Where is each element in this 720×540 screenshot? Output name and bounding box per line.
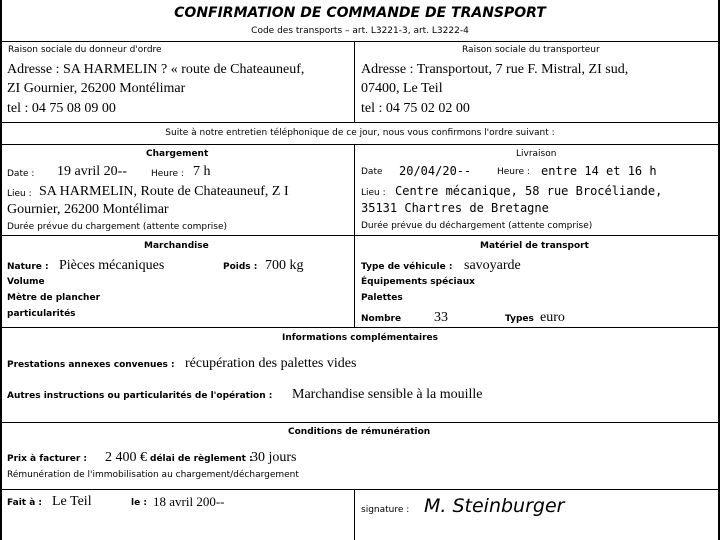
delivery-place-value: Centre mécanique, 58 rue Brocéliande, (395, 184, 663, 198)
goods-weight-label: Poids : (223, 262, 258, 272)
border-left (0, 0, 2, 540)
rule-5 (0, 327, 720, 328)
delivery-date-value: 20/04/20-- (399, 164, 472, 178)
delivery-place-value-2: 35131 Chartres de Bretagne (361, 201, 549, 215)
loading-date-value: 19 avril 20-- (57, 164, 127, 179)
carrier-tel: tel : 04 75 02 02 00 (361, 101, 470, 116)
services-value: récupération des palettes vides (185, 356, 357, 371)
loading-time-label: Heure : (151, 169, 184, 179)
goods-special-label: particularités (7, 309, 76, 319)
rule-4 (0, 235, 720, 236)
rule-2 (0, 122, 720, 123)
carrier-label: Raison sociale du transporteur (462, 45, 600, 55)
equipment-vehicle-label: Type de véhicule : (361, 262, 453, 272)
instructions-label: Autres instructions ou particularités de l'opération : (7, 391, 273, 401)
equipment-types-label: Types (505, 314, 534, 324)
goods-floor-label: Mètre de plancher (7, 293, 101, 303)
equipment-number-label: Nombre (361, 314, 402, 324)
goods-nature-label: Nature : (7, 262, 49, 272)
loading-place-value: SA HARMELIN, Route de Chateauneuf, Z I (39, 184, 289, 199)
footer-place-label: Fait à : (7, 498, 43, 508)
instructions-value: Marchandise sensible à la mouille (292, 387, 483, 402)
equipment-vehicle-value: savoyarde (464, 258, 521, 273)
services-label: Prestations annexes convenues : (7, 360, 175, 370)
footer-date-value: 18 avril 200-- (153, 494, 225, 509)
delivery-section-title: Livraison (516, 149, 557, 159)
loading-duration-label: Durée prévue du chargement (attente comprise) (7, 222, 228, 232)
loading-section-title: Chargement (146, 149, 209, 159)
equipment-special-label: Équipements spéciaux (361, 277, 475, 287)
delivery-date-label: Date (361, 167, 383, 177)
remuneration-section-title: Conditions de rémunération (288, 427, 431, 437)
price-label: Prix à facturer : (7, 454, 88, 464)
immobilisation-text: Rémunération de l'immobilisation au chargement/déchargement (7, 470, 299, 480)
delivery-time-value: entre 14 et 16 h (541, 164, 657, 178)
loading-place-value-2: Gournier, 26200 Montélimar (7, 202, 169, 217)
rule-3 (0, 144, 720, 145)
shipper-address-2: ZI Gournier, 26200 Montélimar (7, 81, 186, 96)
delivery-duration-label: Durée prévue du déchargement (attente comprise) (361, 221, 593, 231)
rule-1 (0, 41, 720, 42)
shipper-label: Raison sociale du donneur d'ordre (8, 45, 162, 55)
equipment-types-value: euro (540, 310, 565, 325)
delivery-time-label: Heure : (497, 167, 530, 177)
signature-label: signature : (361, 505, 410, 515)
goods-nature-value: Pièces mécaniques (59, 258, 165, 273)
loading-date-label: Date : (7, 169, 35, 179)
intro-text: Suite à notre entretien téléphonique de ce jour, nous vous confirmons l'ordre suivant : (165, 128, 555, 138)
column-divider-top (354, 41, 355, 122)
info-section-title: Informations complémentaires (282, 333, 438, 343)
footer-date-label: le : (131, 498, 147, 508)
goods-volume-label: Volume (7, 277, 45, 287)
column-divider-bottom (354, 489, 355, 540)
equipment-section-title: Matériel de transport (480, 241, 589, 251)
shipper-tel: tel : 04 75 08 09 00 (7, 101, 116, 116)
loading-place-label: Lieu : (7, 189, 32, 199)
carrier-address: Adresse : Transportout, 7 rue F. Mistral, ZI sud, (361, 62, 629, 77)
goods-weight-value: 700 kg (265, 258, 304, 273)
delay-value: 30 jours (251, 450, 297, 465)
rule-6 (0, 422, 720, 423)
equipment-pallets-label: Palettes (361, 293, 403, 303)
document-title: CONFIRMATION DE COMMANDE DE TRANSPORT (174, 5, 546, 21)
equipment-number-value: 33 (434, 310, 448, 325)
carrier-address-2: 07400, Le Teil (361, 81, 443, 96)
delay-label: délai de règlement : (150, 454, 253, 464)
footer-place-value: Le Teil (52, 494, 92, 509)
price-value: 2 400 € (105, 450, 147, 465)
delivery-place-label: Lieu : (361, 188, 386, 198)
goods-section-title: Marchandise (144, 241, 209, 251)
document-subtitle: Code des transports – art. L3221-3, art. L3222-4 (251, 26, 469, 36)
signature-value: M. Steinburger (424, 495, 565, 517)
column-divider-mid (354, 144, 355, 327)
shipper-address: Adresse : SA HARMELIN ? « route de Chateauneuf, (7, 62, 305, 77)
rule-7 (0, 489, 720, 490)
loading-time-value: 7 h (193, 164, 211, 179)
